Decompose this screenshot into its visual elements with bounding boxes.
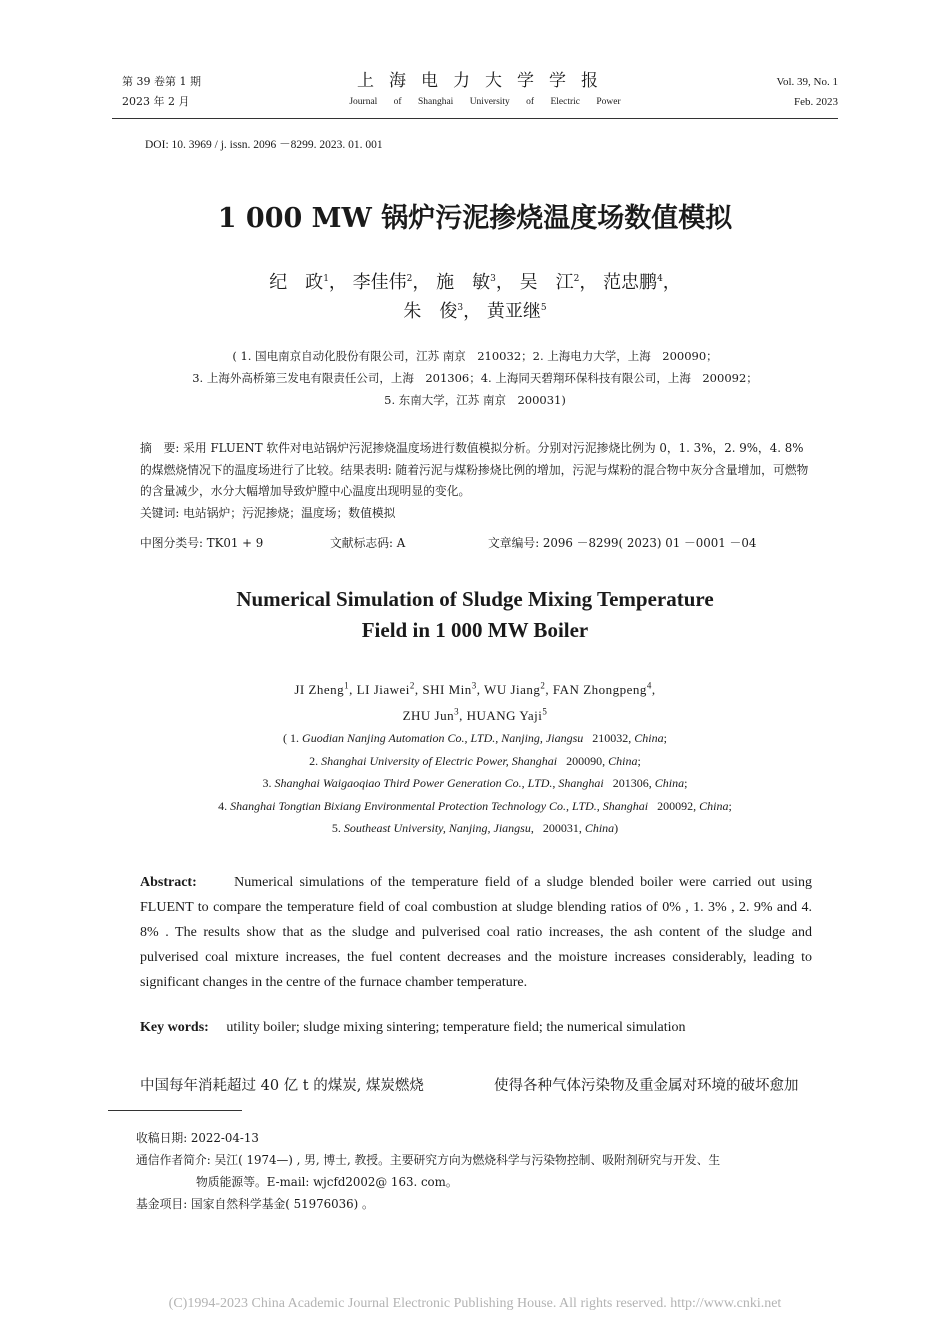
affiliations-en bbox=[0, 727, 950, 840]
clc-number: 中图分类号: TK01 + 9 bbox=[140, 536, 264, 550]
abstract-en-text: Numerical simulations of the temperature field of a sludge blended boiler were carried out using FLUENT to compare the temperature field of coal combustion at sludge blending ratios of 0% , 1. 3% , 2. 9% and 4. 8% . The results show that as the sludge and pulverised coal ratio increases, the ash content of the sludge and pulverised coal mixture increases, the fuel content decreases and the moisture increases considerably, leading to significant changes in the centre of the furnace chamber temperature. bbox=[140, 875, 812, 990]
volume-issue-en: Vol. 39, No. 1 bbox=[776, 76, 838, 88]
abstract-cn bbox=[140, 438, 812, 524]
article-number: 文章编号: 2096 －8299( 2023) 01 －0001 －04 bbox=[488, 536, 757, 550]
title-en bbox=[0, 584, 950, 646]
authors-cn bbox=[0, 268, 950, 326]
author-bio: 通信作者简介: 吴江( 1974—) , 男, 博士, 教授。主要研究方向为燃烧科学与污染物控制、吸附剂研究与开发、生 bbox=[136, 1153, 721, 1167]
affiliations-cn bbox=[0, 345, 950, 411]
keywords-en-text: utility boiler; sludge mixing sintering; temperature field; the numerical simulation bbox=[226, 1020, 686, 1035]
issue-info bbox=[122, 72, 201, 112]
date-cn: 2023 年 2 月 bbox=[122, 95, 190, 108]
issue-info-en bbox=[776, 72, 838, 112]
authors-cn-line2: 朱 俊$^3$， 黄亚继$^5$ bbox=[403, 301, 547, 322]
keywords-en-label: Key words: bbox=[140, 1020, 209, 1035]
title-en-line2: Field in 1 000 MW Boiler bbox=[361, 618, 589, 642]
affiliation-cn-line: ( 1. 国电南京自动化股份有限公司，江苏 南京 210032；2. 上海电力大学，上海 200090； bbox=[232, 349, 718, 363]
journal-name-cn: 上海电力大学学报 bbox=[357, 71, 613, 91]
affiliation-en-line: 2. Shanghai University of Electric Power, Shanghai 200090, China; bbox=[309, 753, 641, 768]
abstract-en bbox=[140, 870, 812, 995]
affiliation-cn-line: 3. 上海外高桥第三发电有限责任公司，上海 201306；4. 上海同天碧翔环保科技有限公司，上海 200092； bbox=[192, 371, 758, 385]
authors-en bbox=[0, 677, 950, 729]
abstract-en-label: Abstract: bbox=[140, 875, 197, 890]
author-bio-cont: 物质能源等。E-mail: wjcfd2002@ 163. com。 bbox=[196, 1175, 458, 1189]
title-en-line1: Numerical Simulation of Sludge Mixing Temperature bbox=[236, 587, 714, 611]
affiliation-cn-line: 5. 东南大学，江苏 南京 200031) bbox=[384, 393, 566, 407]
affiliation-en-line: 5. Southeast University, Nanjing, Jiangsu, 200031, China) bbox=[331, 821, 619, 835]
header-rule bbox=[112, 118, 838, 119]
keywords-en bbox=[140, 1020, 820, 1036]
journal-name bbox=[320, 66, 650, 107]
body-text-col1: 中国每年消耗超过 40 亿 t 的煤炭, 煤炭燃烧 bbox=[140, 1078, 424, 1094]
volume-issue-cn: 第 39 卷第 1 期 bbox=[122, 75, 201, 88]
journal-name-en: Journal of Shanghai University of Electric Power bbox=[349, 97, 621, 107]
authors-en-line1: JI Zheng$^1$, LI Jiawei$^2$, SHI Min$^3$, WU Jiang$^2$, FAN Zhongpeng$^4$, bbox=[294, 680, 656, 697]
affiliation-en-line: 4. Shanghai Tongtian Bixiang Environmental Protection Technology Co., LTD., Shanghai 200092, China; bbox=[218, 798, 732, 813]
doi[interactable]: DOI: 10. 3969 / j. issn. 2096 －8299. 2023. 01. 001 bbox=[145, 139, 383, 151]
body-text-col2: 使得各种气体污染物及重金属对环境的破坏愈加 bbox=[494, 1078, 799, 1094]
copyright-watermark: (C)1994-2023 China Academic Journal Electronic Publishing House. All rights reserved. http://www.cnki.net bbox=[168, 1296, 782, 1311]
footnotes bbox=[136, 1127, 826, 1215]
footnote-rule bbox=[108, 1110, 242, 1111]
date-en: Feb. 2023 bbox=[794, 96, 838, 108]
affiliation-en-line: ( 1. Guodian Nanjing Automation Co., LTD., Nanjing, Jiangsu 210032, China; bbox=[283, 731, 667, 745]
affiliation-en-line: 3. Shanghai Waigaoqiao Third Power Generation Co., LTD., Shanghai 201306, China; bbox=[262, 776, 688, 790]
document-code: 文献标志码: A bbox=[330, 536, 406, 550]
authors-cn-line1: 纪 政$^1$， 李佳伟$^2$， 施 敏$^3$， 吴 江$^2$， 范忠鹏$^4$， bbox=[269, 272, 681, 293]
authors-en-line2: ZHU Jun$^3$, HUANG Yaji$^5$ bbox=[402, 706, 548, 723]
title-cn: 1 000 MW 锅炉污泥掺烧温度场数值模拟 bbox=[217, 203, 733, 234]
fund-info: 基金项目: 国家自然科学基金( 51976036) 。 bbox=[136, 1197, 374, 1211]
received-date: 收稿日期: 2022-04-13 bbox=[136, 1131, 259, 1145]
abstract-cn-text: 摘 要: 采用 FLUENT 软件对电站锅炉污泥掺烧温度场进行数值模拟分析。分别对污泥掺烧比例为 0，1. 3%，2. 9%，4. 8% 的煤燃烧情况下的温度场进行了比较。结果表明: 随着污泥与煤粉掺烧比例的增加，污泥与煤粉的混合物中灰分含量增加，可燃物的含量减少，水分大幅增加导致炉膛中心温度出现明显的变化。 bbox=[140, 441, 809, 498]
keywords-cn: 关键词: 电站锅炉；污泥掺烧；温度场；数值模拟 bbox=[140, 505, 396, 520]
